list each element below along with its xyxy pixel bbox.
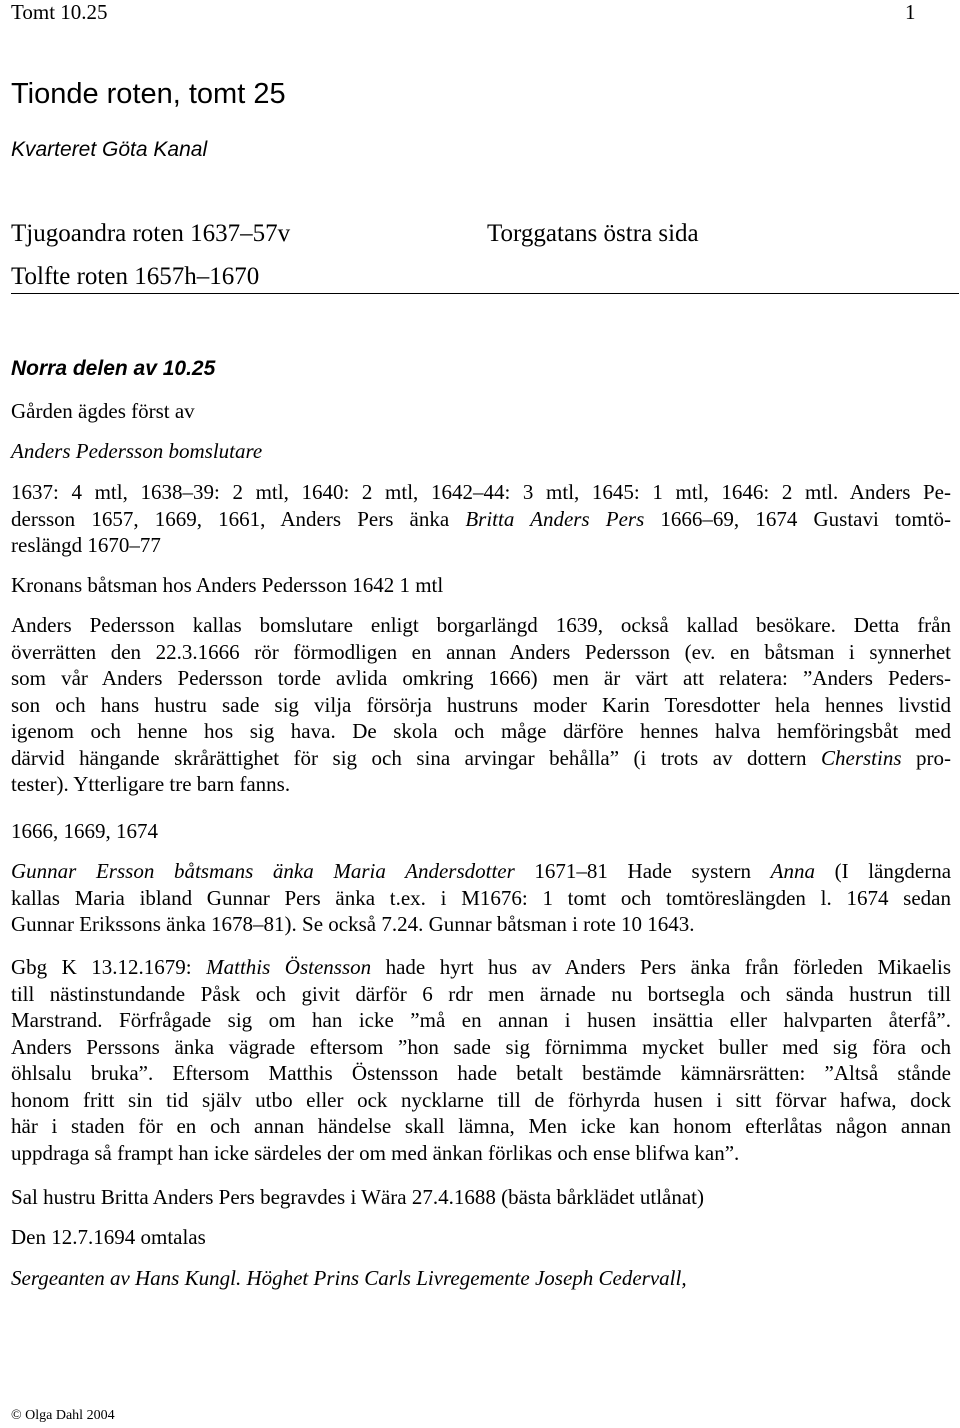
section-heading: Norra delen av 10.25 xyxy=(11,357,216,380)
p5-line-1 xyxy=(11,858,951,885)
owner-name xyxy=(11,438,262,465)
p5-l1-italic-2: Anna xyxy=(770,859,815,883)
running-header-title: Tomt 10.25 xyxy=(11,0,108,24)
p5-line-2: kallas Maria ibland Gunnar Pers änka t.ex. i M1676: 1 tomt och tomtöreslängden l. 1674 sedan xyxy=(11,885,951,910)
p6-l1-italic: Matthis Östensson xyxy=(206,955,372,979)
p6-line-2: till nästinstundande Påsk och givit därför 6 rdr men ärnade nu bortsegla och sända hustrun till xyxy=(11,981,951,1006)
roten-line-1: Tjugoandra roten 1637–57v xyxy=(11,220,291,247)
p3-line-5: igenom och henne hos sig hava. De skola och måge därföre hennes halva hemföringsbåt med xyxy=(11,719,951,743)
paragraph-gunnar xyxy=(11,858,951,938)
intro-text: Gården ägdes först av xyxy=(11,399,195,423)
p1-l2-text-b: 1666–69, 1674 Gustavi tomtö- xyxy=(644,506,951,531)
p5-l1-italic-1: Gunnar Ersson båtsmans änka Maria Andersdotter xyxy=(11,859,515,883)
p3-l6-italic: Cherstins xyxy=(821,745,902,770)
paragraph-gbg-court xyxy=(11,954,951,1166)
p3-l6-text-b: pro- xyxy=(901,745,951,770)
p3-line-7: tester). Ytterligare tre barn fanns. xyxy=(11,772,291,796)
owner-name-text: Anders Pedersson bomslutare xyxy=(11,439,263,463)
p5-line-3: Gunnar Erikssons änka 1678–81). Se också 7.24. Gunnar båtsman i rote 10 1643. xyxy=(11,912,695,936)
p1-line-2 xyxy=(11,506,951,533)
p5-l1-text-b: (I längderna xyxy=(814,859,952,883)
p3-line-4: son och hans hustru sade sig vilja försörja hustruns moder Karin Toresdotter hela hennes livstid xyxy=(11,692,951,717)
paragraph-years: 1666, 1669, 1674 xyxy=(11,819,158,843)
p6-line-1 xyxy=(11,954,951,981)
page-number: 1 xyxy=(905,0,916,24)
p1-l2-text-a: dersson 1657, 1669, 1661, Anders Pers änka xyxy=(11,506,466,531)
p1-line-1: 1637: 4 mtl, 1638–39: 2 mtl, 1640: 2 mtl, 1642–44: 3 mtl, 1645: 1 mtl, 1646: 2 mtl. Anders Pe- xyxy=(11,480,951,504)
p3-line-3: som vår Anders Pedersson torde avlida omkring 1666) men är värt att relatera: ”Anders Peders- xyxy=(11,666,951,690)
p6-line-6: honom fritt sin tid själv utbo eller ock nycklarne till de förhyrda husen i sitt förvar hafwa, dock xyxy=(11,1087,951,1112)
paragraph-sergeant xyxy=(11,1265,687,1292)
p3-l6-text-a: därvid hängande skrårättighet för sig och sina arvingar behålla” (i trots av dottern xyxy=(11,745,821,770)
p3-line-1: Anders Pedersson kallas bomslutare enligt borgarlängd 1639, också kallad besökare. Detta från xyxy=(11,613,951,637)
paragraph-burial: Sal hustru Britta Anders Pers begravdes i Wära 27.4.1688 (bästa bårklädet utlånat) xyxy=(11,1185,705,1209)
sergeant-text: Sergeanten av Hans Kungl. Höghet Prins Carls Livregemente Joseph Cedervall, xyxy=(11,1266,687,1290)
p1-l2-italic: Britta Anders Pers xyxy=(465,506,645,531)
p6-l1-text-b: hade hyrt hus av Anders Pers änka från förleden Mikaelis xyxy=(371,955,951,979)
p5-l1-text-a: 1671–81 Hade systern xyxy=(514,859,771,883)
page-subtitle: Kvarteret Göta Kanal xyxy=(11,138,208,161)
paragraph-court-record xyxy=(11,612,951,798)
page-title: Tionde roten, tomt 25 xyxy=(11,78,286,110)
p3-line-2: överrätten den 22.3.1666 rör förmodligen en annan Anders Pedersson (ev. en båtsman i synnerhet xyxy=(11,639,951,664)
p6-line-3: Marstrand. Förfrågade sig om han icke ”må en annan i husen insättia eller halvparten återfå”. xyxy=(11,1008,951,1032)
p6-l1-text-a: Gbg K 13.12.1679: xyxy=(11,955,207,979)
p6-line-8: uppdraga så frampt han icke särdeles der om med änkan förlikas och ense blifwa kan”. xyxy=(11,1140,740,1165)
paragraph-batsman: Kronans båtsman hos Anders Pedersson 1642 1 mtl xyxy=(11,573,444,597)
p6-line-4: Anders Perssons änka vägrade eftersom ”hon sade sig förnimma mycket buller med sig föra och xyxy=(11,1034,951,1059)
p6-line-7: här i staden för en och annan händelse skall lämna, Men icke kan honom efterlåtas någon annan xyxy=(11,1114,951,1138)
p1-line-3: reslängd 1670–77 xyxy=(11,533,161,557)
roten-line-2: Tolfte roten 1657h–1670 xyxy=(11,263,260,290)
copyright-footer: © Olga Dahl 2004 xyxy=(11,1408,115,1423)
paragraph-tax-records xyxy=(11,479,951,559)
street-side: Torggatans östra sida xyxy=(487,220,699,247)
horizontal-rule xyxy=(11,293,959,294)
p6-line-5: öhlsalu bruka”. Eftersom Matthis Östensson hade betalt bestämde kämnärsrätten: ”Altså stånde xyxy=(11,1061,951,1085)
p3-line-6 xyxy=(11,745,951,772)
paragraph-1694: Den 12.7.1694 omtalas xyxy=(11,1225,206,1249)
